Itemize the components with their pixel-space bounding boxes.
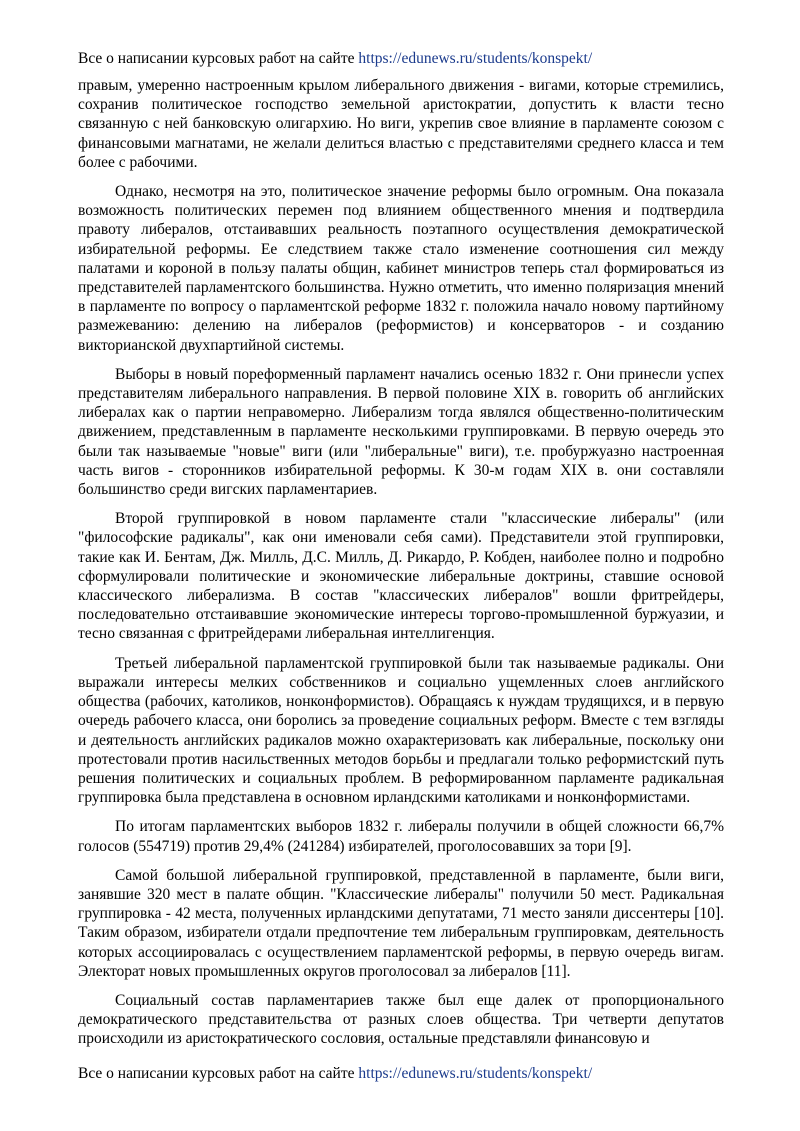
footer-site-link[interactable]: https://edunews.ru/students/konspekt/ <box>358 1065 593 1082</box>
paragraph: Самой большой либеральной группировкой, представленной в парламенте, были виги, занявшие 320 мест в палате общин. "Классические либералы" получили 50 мест. Радикальная группировка - 42 места, полученных ирландскими депутатами, 71 место заняли диссентеры [10]. Таким образом, избиратели отдали предпочтение тем либеральным группировкам, деятельность которых ассоциировалась с осуществлением парламентской реформы, в первую очередь вигам. Электорат новых промышленных округов проголосовал за либералов [11]. <box>78 866 724 980</box>
page-header <box>78 49 728 68</box>
paragraph: Однако, несмотря на это, политическое значение реформы было огромным. Она показала возможность политических перемен под влиянием общественного мнения и подтвердила правоту либералов, отстаивавших реальность поэтапного осуществления демократической избирательной реформы. Ее следствием также стало изменение соотношения сил между палатами и короной в пользу палаты общин, кабинет министров теперь стал формироваться из представителей парламентского большинства. Нужно отметить, что именно поляризация мнений в парламенте по вопросу о парламентской реформе 1832 г. положила начало новому партийному размежеванию: делению на либералов (реформистов) и консерваторов - и созданию викторианской двухпартийной системы. <box>78 183 724 354</box>
body-text <box>78 76 724 1059</box>
paragraph: Выборы в новый пореформенный парламент начались осенью 1832 г. Они принесли успех представителям либерального направления. В первой половине XIX в. говорить об английских либералах как о партии неправомерно. Либерализм тогда являлся общественно-политическим движением, представленным в парламенте несколькими группировками. В первую очередь это были так называемые "новые" виги (или "либеральные" виги), т.е. пробуржуазно настроенная часть вигов - сторонников избирательной реформы. К 30-м годам XIX в. они составляли большинство среди вигских парламентариев. <box>78 365 724 499</box>
paragraph-continuation: правым, умеренно настроенным крылом либерального движения - вигами, которые стремились, сохранив политическое господство земельной аристократии, допустить к власти тесно связанную с ней банковскую олигархию. Но виги, укрепив свое влияние в парламенте союзом с финансовыми магнатами, не желали делиться властью с представителями среднего класса и тем более с рабочими. <box>78 77 724 171</box>
paragraph: По итогам парламентских выборов 1832 г. либералы получили в общей сложности 66,7% голосов (554719) против 29,4% (241284) избирателей, проголосовавших за тори [9]. <box>78 818 724 855</box>
header-site-link[interactable]: https://edunews.ru/students/konspekt/ <box>358 50 593 67</box>
page-footer <box>78 1064 728 1083</box>
header-text: Все о написании курсовых работ на сайте <box>78 50 355 67</box>
paragraph: Третьей либеральной парламентской группировкой были так называемые радикалы. Они выражали интересы мелких собственников и социально ущемленных слоев английского общества (рабочих, католиков, нонконформистов). Обращаясь к нуждам трудящихся, и в первую очередь рабочего класса, они боролись за проведение социальных реформ. Вместе с тем взгляды и деятельность английских радикалов можно охарактеризовать как либеральные, поскольку они протестовали против насильственных методов борьбы и предлагали только реформистский путь решения политических и социальных проблем. В реформированном парламенте радикальная группировка была представлена в основном ирландскими католиками и нонконформистами. <box>78 654 724 807</box>
paragraph: Социальный состав парламентариев также был еще далек от пропорционального демократического представительства от разных слоев общества. Три четверти депутатов происходили из аристократического сословия, остальные представляли финансовую и <box>78 991 724 1048</box>
paragraph: Второй группировкой в новом парламенте стали "классические либералы" (или "философские радикалы", как они именовали себя сами). Представители этой группировки, такие как И. Бентам, Дж. Милль, Д.С. Милль, Д. Рикардо, Р. Кобден, наиболее полно и подробно сформулировали политические и экономические либеральные доктрины, ставшие основой классического либерализма. В состав "классических либералов" вошли фритрейдеры, последовательно отстаивавшие экономические интересы торгово-промышленной буржуазии, и тесно связанная с фритрейдерами либеральная интеллигенция. <box>78 510 724 643</box>
footer-text: Все о написании курсовых работ на сайте <box>78 1065 355 1082</box>
